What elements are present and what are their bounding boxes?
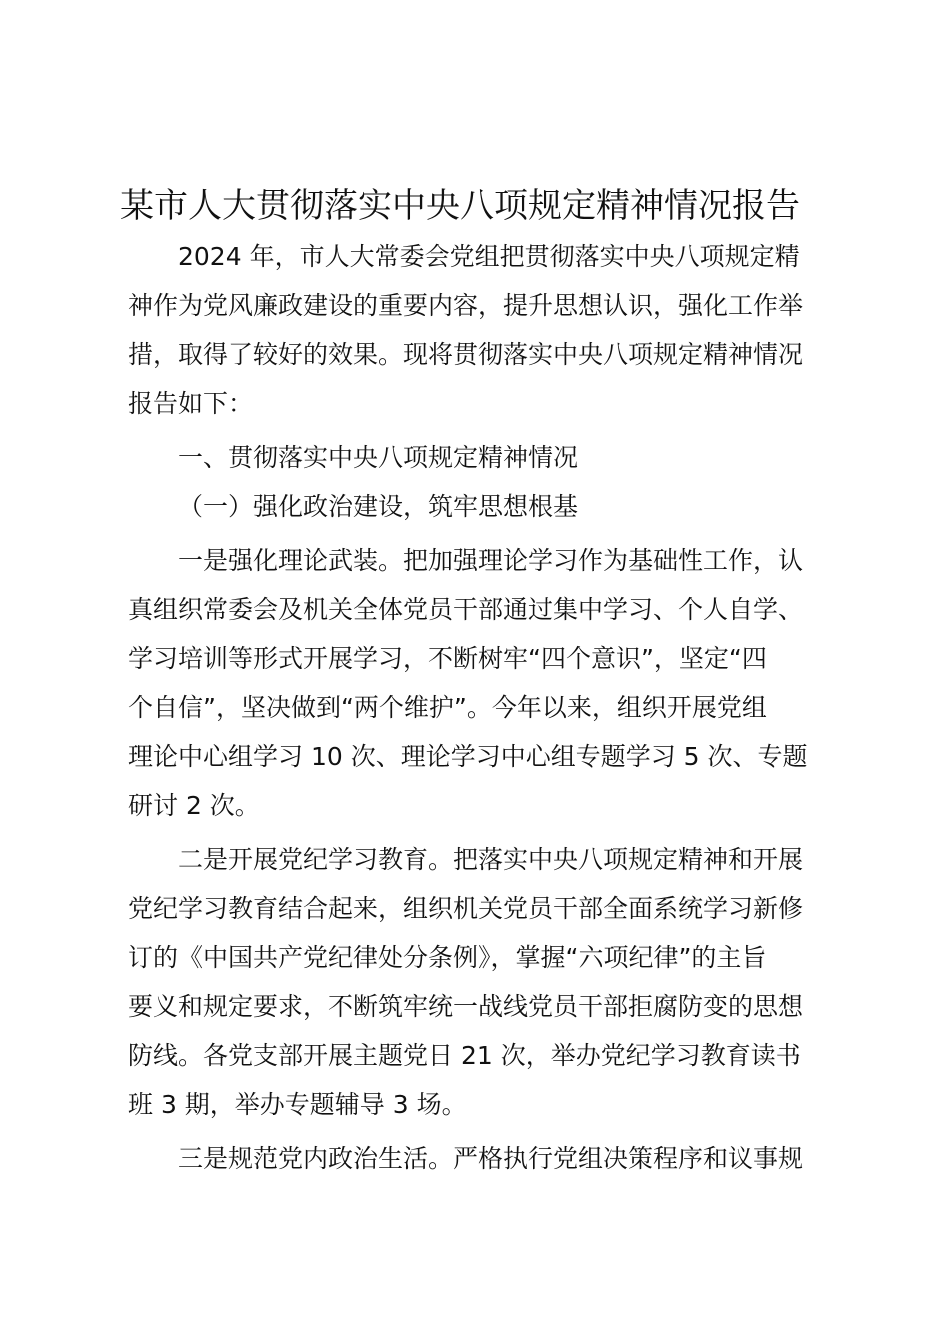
subsection-heading: （一）强化政治建设，筑牢思想根基 — [178, 492, 579, 521]
paragraph-line: 订的《中国共产党纪律处分条例》，掌握“六项纪律”的主旨 — [128, 943, 767, 972]
paragraph-line: 防线。各党支部开展主题党日 21 次，举办党纪学习教育读书 — [128, 1041, 801, 1070]
paragraph-line: 理论中心组学习 10 次、理论学习中心组专题学习 5 次、专题 — [128, 742, 808, 771]
paragraph-line: 个自信”，坚决做到“两个维护”。今年以来，组织开展党组 — [128, 693, 767, 722]
paragraph-line: 措，取得了较好的效果。现将贯彻落实中央八项规定精神情况 — [128, 340, 804, 369]
section-heading: 一、贯彻落实中央八项规定精神情况 — [178, 443, 579, 472]
paragraph-line: 一是强化理论武装。把加强理论学习作为基础性工作，认 — [178, 546, 804, 575]
paragraph-line: 班 3 期，举办专题辅导 3 场。 — [128, 1090, 467, 1119]
paragraph-line: 神作为党风廉政建设的重要内容，提升思想认识，强化工作举 — [128, 291, 804, 320]
paragraph-line: 党纪学习教育结合起来，组织机关党员干部全面系统学习新修 — [128, 894, 804, 923]
document-body — [128, 232, 834, 1183]
paragraph-line: 2024 年，市人大常委会党组把贯彻落实中央八项规定精 — [178, 242, 800, 271]
paragraph-line: 研讨 2 次。 — [128, 791, 260, 820]
paragraph-line: 报告如下： — [128, 389, 254, 418]
document-title: 某市人大贯彻落实中央八项规定精神情况报告 — [120, 186, 800, 226]
paragraph-line: 真组织常委会及机关全体党员干部通过集中学习、个人自学、 — [128, 595, 804, 624]
paragraph-line: 三是规范党内政治生活。严格执行党组决策程序和议事规 — [178, 1144, 804, 1173]
paragraph-line: 要义和规定要求，不断筑牢统一战线党员干部拒腐防变的思想 — [128, 992, 804, 1021]
paragraph-line: 二是开展党纪学习教育。把落实中央八项规定精神和开展 — [178, 845, 804, 874]
paragraph-line: 学习培训等形式开展学习，不断树牢“四个意识”，坚定“四 — [128, 644, 767, 673]
